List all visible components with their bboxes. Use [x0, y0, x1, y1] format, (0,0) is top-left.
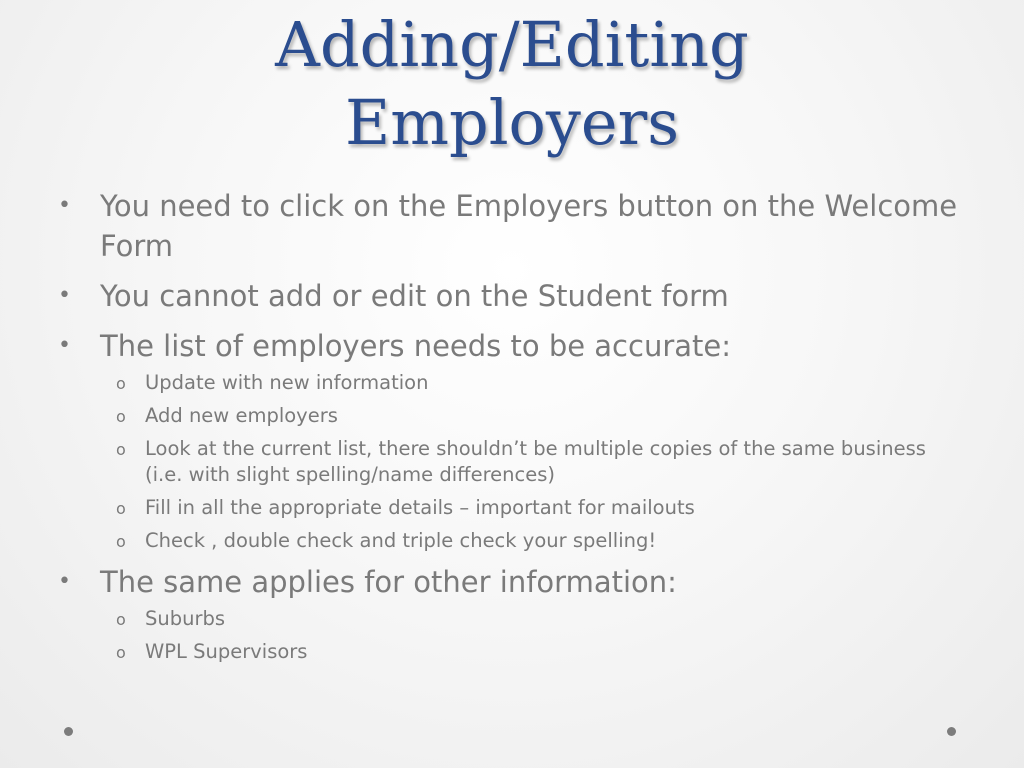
sub-marker: o	[116, 374, 126, 393]
sub-item-text: Add new employers	[145, 404, 338, 427]
slide-title	[0, 6, 1024, 162]
sub-item-text: WPL Supervisors	[145, 640, 308, 663]
sub-marker: o	[116, 499, 126, 518]
sub-marker: o	[116, 440, 126, 459]
bullet-marker: •	[58, 333, 71, 358]
sub-item	[116, 403, 958, 429]
bullet-text: The same applies for other information:	[100, 565, 677, 599]
sub-marker: o	[116, 610, 126, 629]
sub-item-text: Fill in all the appropriate details – important for mailouts	[145, 496, 695, 519]
bullet-item	[58, 276, 958, 316]
sub-item-text: Update with new information	[145, 371, 429, 394]
bullet-marker: •	[58, 283, 71, 308]
bullet-text: You cannot add or edit on the Student form	[100, 279, 729, 313]
bullet-item	[58, 562, 958, 602]
bullet-marker: •	[58, 193, 71, 218]
sub-item	[116, 370, 958, 396]
sub-item	[116, 495, 958, 521]
sub-marker: o	[116, 532, 126, 551]
sub-list	[58, 606, 958, 665]
bullet-item	[58, 326, 958, 366]
slide-title-line-2: Employers	[344, 86, 680, 159]
sub-item-text: Check , double check and triple check your spelling!	[145, 529, 657, 552]
slide-content	[58, 186, 958, 673]
sub-marker: o	[116, 407, 126, 426]
decorative-dot-left	[64, 727, 73, 736]
slide-title-line-1: Adding/Editing	[275, 8, 749, 81]
sub-item-text: Suburbs	[145, 607, 226, 630]
sub-item-text: Look at the current list, there shouldn’t be multiple copies of the same business (i.e. with slight spelling/name differences)	[145, 437, 926, 486]
bullet-text: The list of employers needs to be accurate:	[100, 329, 732, 363]
sub-item	[116, 606, 958, 632]
sub-marker: o	[116, 643, 126, 662]
bullet-text: You need to click on the Employers button on the Welcome Form	[100, 189, 958, 263]
decorative-dot-right	[947, 727, 956, 736]
bullet-marker: •	[58, 569, 71, 594]
sub-item	[116, 639, 958, 665]
sub-item	[116, 528, 958, 554]
sub-item	[116, 436, 958, 488]
bullet-item	[58, 186, 958, 266]
sub-list	[58, 370, 958, 554]
